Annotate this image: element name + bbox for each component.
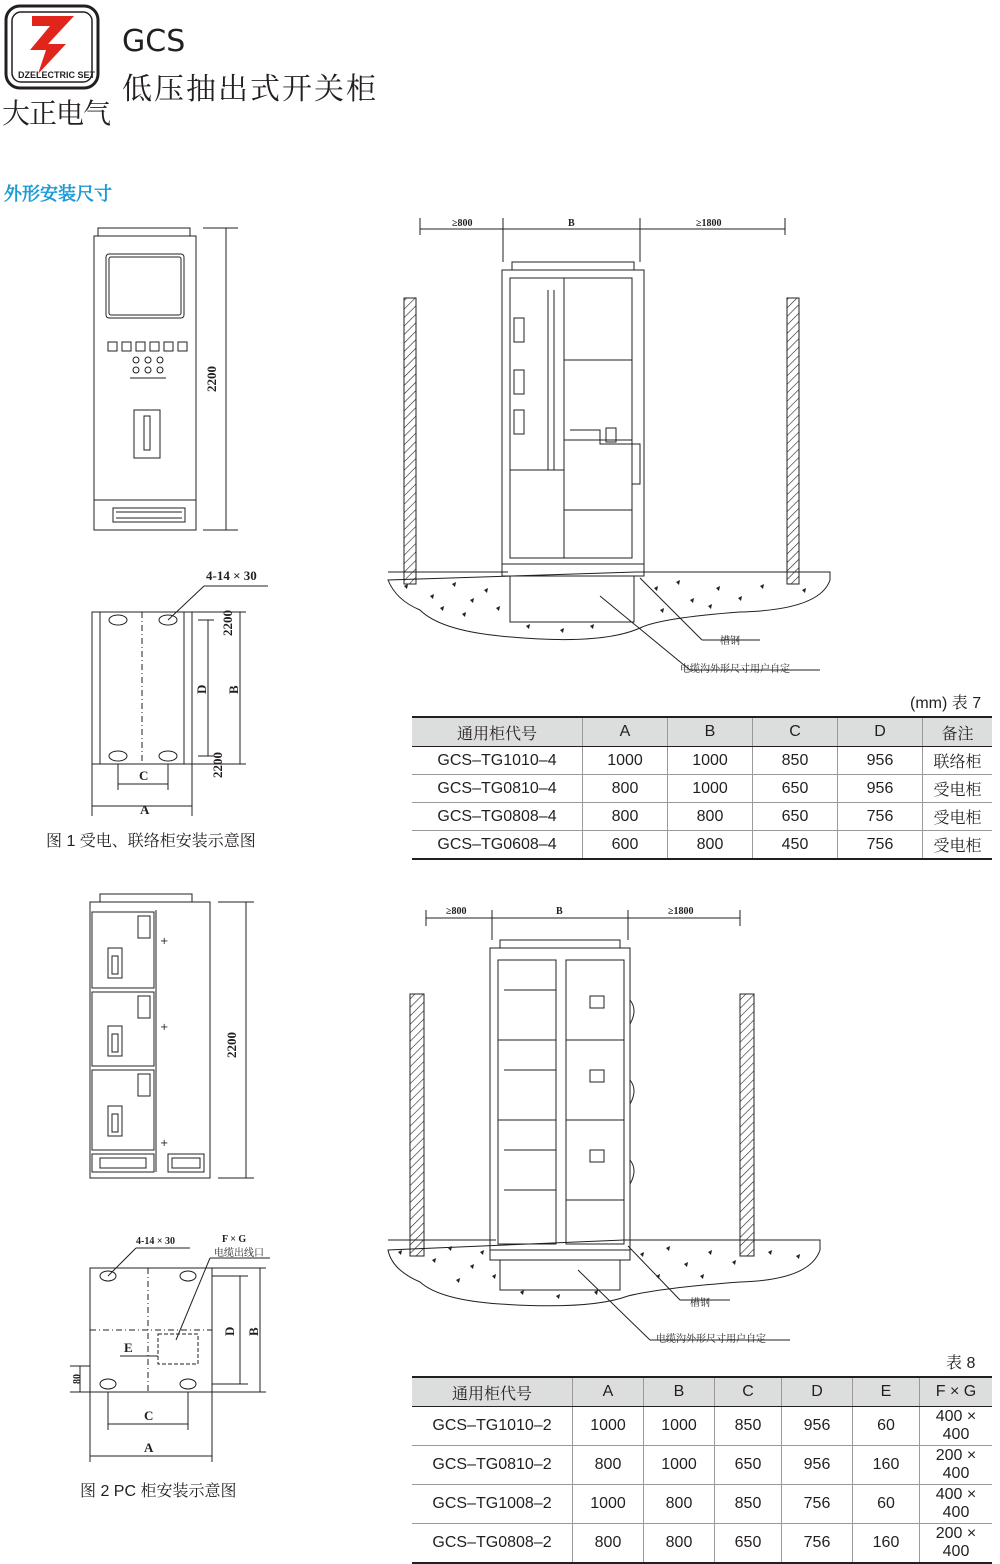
table8-header-row: [412, 1377, 992, 1407]
page-title-cn: 低压抽出式开关柜: [122, 72, 378, 107]
table-cell: 650: [753, 803, 838, 831]
dim-height-1: 2200: [204, 366, 219, 392]
logo-text: DZELECTRIC SET: [18, 70, 96, 80]
brand-name: 大正电气: [2, 97, 111, 130]
indicator-lights: [108, 342, 187, 351]
table-cell: GCS–TG1008–2: [412, 1485, 573, 1524]
table-cell: 600: [583, 831, 668, 860]
svg-text:+: +: [160, 936, 169, 947]
table-cell: 60: [853, 1485, 920, 1524]
table7-header-remark: 备注: [923, 717, 993, 747]
dim-label-c-2: C: [144, 1408, 154, 1423]
table-cell: 800: [583, 775, 668, 803]
table-row: [412, 1446, 992, 1485]
base-hole-label-2: 4-14 × 30: [136, 1236, 176, 1247]
table-cell: 1000: [583, 747, 668, 775]
table-cell: GCS–TG0808–4: [412, 803, 583, 831]
table-cell: 956: [838, 775, 923, 803]
fg-label: F × G: [222, 1234, 247, 1245]
side2-label-trench: 电缆沟外形尺寸用户自定: [656, 1334, 766, 1345]
table-cell: GCS–TG0810–2: [412, 1446, 573, 1485]
table7-header-row: [412, 717, 992, 747]
table7-header-d: D: [838, 717, 923, 747]
table-cell: 800: [668, 831, 753, 860]
table-cell: 756: [838, 831, 923, 860]
table-cell: 400 × 400: [920, 1485, 993, 1524]
side1-label-trench: 电缆沟外形尺寸用户自定: [680, 664, 790, 675]
side1-dim-b: B: [568, 218, 575, 229]
table8: [412, 1376, 992, 1564]
cabinet1-side-view: [388, 218, 830, 670]
table8-note: 表 8: [946, 1355, 976, 1372]
page-title-en: GCS: [122, 24, 186, 59]
dim-label-80: 80: [72, 1374, 83, 1384]
section-title: 外形安装尺寸: [4, 184, 112, 205]
table-cell: 200 × 400: [920, 1524, 993, 1564]
table-cell: 650: [753, 775, 838, 803]
side2-dim-b: B: [556, 906, 563, 917]
table-cell: 800: [644, 1524, 715, 1564]
svg-text:+: +: [160, 1022, 169, 1033]
table8-header-fg: F × G: [920, 1377, 993, 1407]
concrete-dots-1: [404, 580, 806, 633]
dim-label-2200-bottom: 2200: [210, 752, 225, 778]
table-cell: 756: [782, 1485, 853, 1524]
table-cell: GCS–TG0810–4: [412, 775, 583, 803]
cabinet2-base-plan: [70, 1248, 270, 1462]
table-cell: 650: [715, 1524, 782, 1564]
dim-label-d-1: D: [194, 684, 209, 694]
table-cell: 1000: [644, 1407, 715, 1446]
table8-header-a: A: [573, 1377, 644, 1407]
table-cell: 650: [715, 1446, 782, 1485]
table-cell: 956: [838, 747, 923, 775]
side1-dim-right: ≥1800: [696, 218, 722, 229]
table-cell: 800: [668, 803, 753, 831]
table-cell: 联络柜: [923, 747, 993, 775]
table-cell: 800: [644, 1485, 715, 1524]
dim-label-a-1: A: [140, 802, 150, 817]
table-cell: 400 × 400: [920, 1407, 993, 1446]
table-row: [412, 803, 992, 831]
table-cell: GCS–TG1010–2: [412, 1407, 573, 1446]
table-cell: GCS–TG1010–4: [412, 747, 583, 775]
dim-label-e: E: [124, 1340, 133, 1355]
table-cell: 160: [853, 1446, 920, 1485]
table-cell: 1000: [668, 775, 753, 803]
table8-header-code: 通用柜代号: [412, 1377, 573, 1407]
side1-dim-left: ≥800: [452, 218, 473, 229]
dim-label-2200-top: 2200: [220, 610, 235, 636]
dim-label-b-2: B: [246, 1327, 261, 1336]
table7-header-a: A: [583, 717, 668, 747]
table-cell: 850: [753, 747, 838, 775]
table-row: [412, 747, 992, 775]
table-cell: 956: [782, 1446, 853, 1485]
table7: [412, 716, 992, 860]
dim-height-2: 2200: [224, 1032, 239, 1058]
svg-text:+: +: [160, 1138, 169, 1149]
table7-header-b: B: [668, 717, 753, 747]
table7-note: (mm) 表 7: [910, 695, 982, 712]
table-cell: 1000: [644, 1446, 715, 1485]
side2-label-channel: 槽钢: [690, 1298, 710, 1309]
table-cell: 受电柜: [923, 831, 993, 860]
table-cell: 450: [753, 831, 838, 860]
table-cell: 850: [715, 1407, 782, 1446]
table7-header-c: C: [753, 717, 838, 747]
table-cell: 受电柜: [923, 775, 993, 803]
figure1-caption: 图 1 受电、联络柜安装示意图: [46, 833, 256, 850]
table8-header-d: D: [782, 1377, 853, 1407]
cabinet1-base-plan: [92, 586, 268, 816]
table-row: [412, 775, 992, 803]
base-hole-label-1: 4-14 × 30: [206, 568, 257, 583]
table-cell: 1000: [573, 1407, 644, 1446]
figure2-caption: 图 2 PC 柜安装示意图: [80, 1483, 237, 1500]
table-cell: 1000: [668, 747, 753, 775]
dim-label-a-2: A: [144, 1440, 154, 1455]
table-cell: 200 × 400: [920, 1446, 993, 1485]
table-cell: 956: [782, 1407, 853, 1446]
dim-label-b-1: B: [226, 685, 241, 694]
table7-header-code: 通用柜代号: [412, 717, 583, 747]
table-row: [412, 1524, 992, 1564]
table-row: [412, 831, 992, 860]
table8-header-c: C: [715, 1377, 782, 1407]
side1-label-channel: 槽钢: [720, 636, 740, 647]
table-cell: 756: [838, 803, 923, 831]
table-cell: 800: [583, 803, 668, 831]
table-row: [412, 1485, 992, 1524]
side2-dim-right: ≥1800: [668, 906, 694, 917]
cable-outlet-label: 电缆出线口: [214, 1248, 264, 1259]
table-cell: 受电柜: [923, 803, 993, 831]
table-cell: 850: [715, 1485, 782, 1524]
table-cell: 1000: [573, 1485, 644, 1524]
table-row: [412, 1407, 992, 1446]
table-cell: 756: [782, 1524, 853, 1564]
table-cell: 800: [573, 1524, 644, 1564]
side2-dim-left: ≥800: [446, 906, 467, 917]
table8-header-b: B: [644, 1377, 715, 1407]
table-cell: 60: [853, 1407, 920, 1446]
cabinet2-side-view: [388, 910, 820, 1340]
table8-header-e: E: [853, 1377, 920, 1407]
table-cell: GCS–TG0608–4: [412, 831, 583, 860]
dim-label-c-1: C: [139, 768, 149, 783]
table-cell: 800: [573, 1446, 644, 1485]
table-cell: 160: [853, 1524, 920, 1564]
dim-label-d-2: D: [222, 1326, 237, 1336]
table-cell: GCS–TG0808–2: [412, 1524, 573, 1564]
